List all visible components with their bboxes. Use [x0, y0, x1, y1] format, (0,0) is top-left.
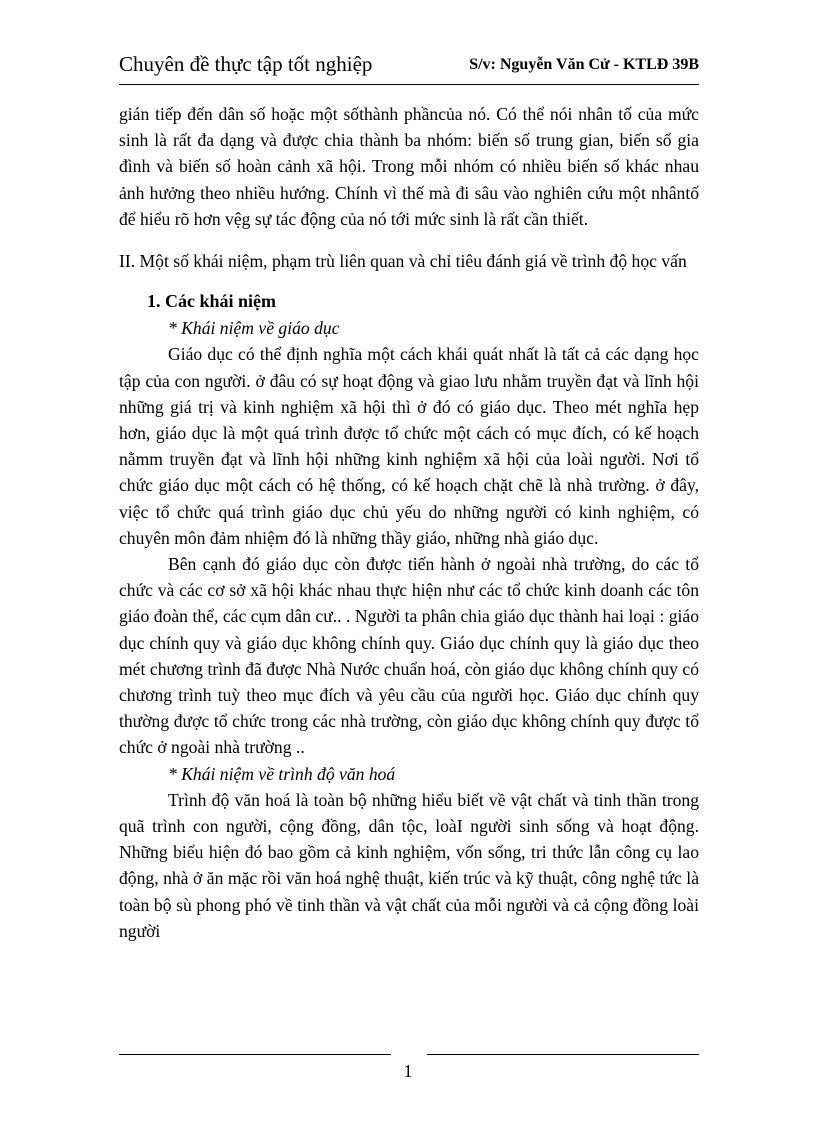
subsection-heading: 1. Các khái niệm	[147, 291, 277, 312]
document-title: Chuyên đề thực tập tốt nghiệp	[119, 52, 373, 76]
author-info: S/v: Nguyễn Văn Cử - KTLĐ 39B	[469, 56, 699, 73]
paragraph-intro: gián tiếp đến dân số hoặc một sốthành phầncủa nó. Có thể nói nhân tố của mức sinh là rất đa dạng và được chia thành ba nhóm: biến số trung gian, biến số gia đình và biến số hoàn cảnh xã hội. Trong mỗi nhóm có nhiều biến số khác nhau ảnh hưởng theo nhiều hướng. Chính vì thế mà đi sâu vào nghiên cứu một nhântố để hiểu rõ hơn vệg sự tác động của nó tới mức sinh là rất cần thiết.	[119, 104, 699, 229]
footer-line-left	[119, 1054, 391, 1055]
footer-line-right	[427, 1054, 699, 1055]
section-heading: II. Một số khái niệm, phạm trù liên quan và chỉ tiêu đánh giá về trình độ học vấn	[119, 251, 687, 272]
document-body	[119, 101, 699, 944]
page-header	[119, 50, 699, 85]
paragraph-culture-definition: Trình độ văn hoá là toàn bộ những hiểu biết về vật chất và tinh thần trong quã trình con người, cộng đồng, dân tộc, loàI người sinh sống và hoạt động. Những biểu hiện đó bao gồm cả kinh nghiệm, vốn sống, tri thức lẫn công cụ lao động, nhà ở ăn mặc rồi văn hoá nghệ thuật, kiến trúc và kỹ thuật, công nghệ tức là toàn bộ sù phong phó về tinh thần và vật chất của mỗi người và cả cộng đồng loài người	[119, 789, 699, 941]
concept-culture-heading: * Khái niệm về trình độ văn hoá	[168, 763, 396, 784]
paragraph-education-types: Bên cạnh đó giáo dục còn được tiến hành ở ngoài nhà trường, do các tổ chức và các cơ sở xã hội khác nhau thực hiện như các tổ chức kinh doanh các tôn giáo đoàn thể, các cụm dân cư.. . Người ta phân chia giáo dục thành hai loại : giáo dục chính quy và giáo dục không chính quy. Giáo dục chính quy là giáo dục theo mét chương trình đã được Nhà Nước chuẩn hoá, còn giáo dục không chính quy có chương trình tuỳ theo mục đích và yêu cầu của người học. Giáo dục chính quy thường được tổ chức trong các nhà trường, còn giáo dục không chính quy được tổ chức ở ngoài nhà trường ..	[119, 554, 699, 758]
concept-education-heading: * Khái niệm về giáo dục	[168, 318, 340, 339]
page-number: 1	[403, 1061, 413, 1081]
paragraph-education-definition: Giáo dục có thể định nghĩa một cách khái quát nhất là tất cả các dạng học tập của con người. ở đâu có sự hoạt động và giao lưu nhằm truyền đạt và lĩnh hội những giá trị và kinh nghiệm xã hội thì ở đó có giáo dục. Theo mét nghĩa hẹp hơn, giáo dục là một quá trình được tổ chức một cách có mục đích, có kế hoạch nằmm truyền đạt và lĩnh hội những kinh nghiệm xã hội của loài người. Nơi tổ chức giáo dục một cách có hệ thống, có kế hoạch chặt chẽ là nhà trường. ở đây, việc tổ chức quá trình giáo dục chủ yếu do những người có kinh nghiệm, có chuyên môn đảm nhiệm đó là những thầy giáo, những nhà giáo dục.	[119, 344, 699, 548]
